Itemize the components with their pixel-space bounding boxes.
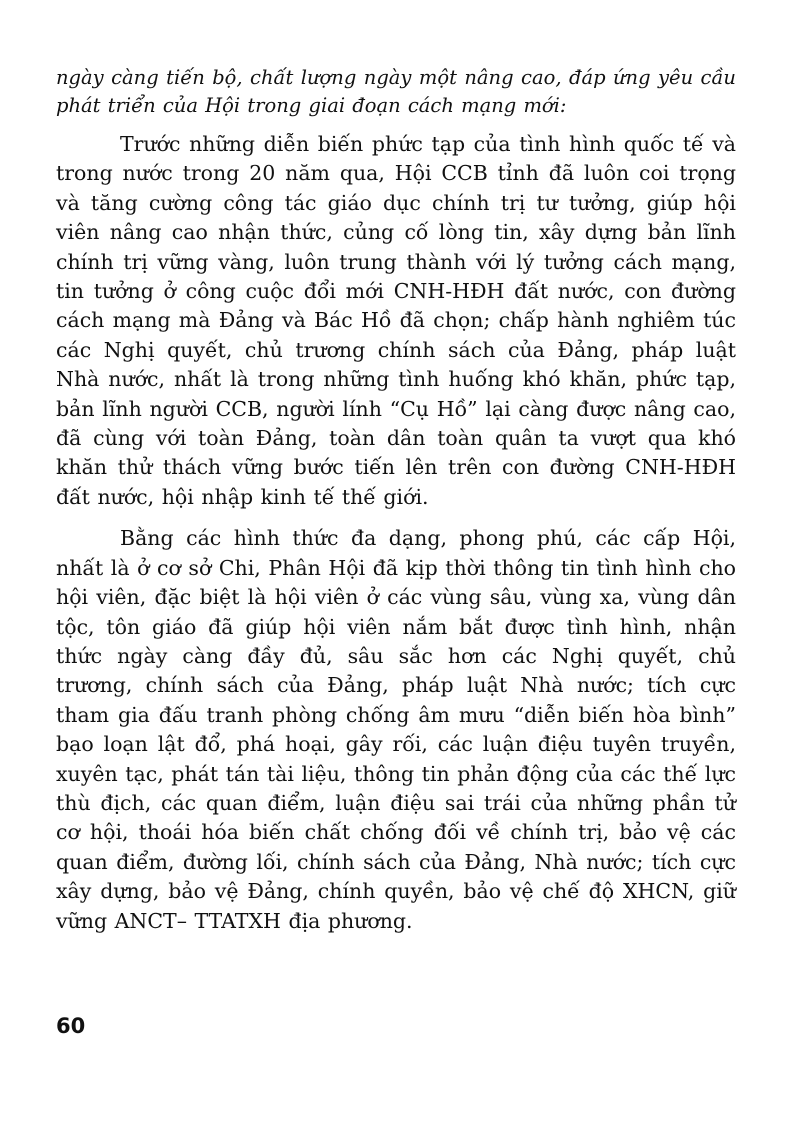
paragraph-information-activities: Bằng các hình thức đa dạng, phong phú, các cấp Hội, nhất là ở cơ sở Chi, Phân Hội đã kịp thời thông tin tình hình cho hội viên, đặc biệt là hội viên ở các vùng sâu, vùng xa, vùng dân tộc, tôn giáo đã giúp hội viên nắm bắt được tình hình, nhận thức ngày càng đầy đủ, sâu sắc hơn các Nghị quyết, chủ trương, chính sách của Đảng, pháp luật Nhà nước; tích cực tham gia đấu tranh phòng chống âm mưu “diễn biến hòa bình” bạo loạn lật đổ, phá hoại, gây rối, các luận điệu tuyên truyền, xuyên tạc, phát tán tài liệu, thông tin phản động của các thế lực thù địch, các quan điểm, luận điệu sai trái của những phần tử cơ hội, thoái hóa biến chất chống đối về chính trị, bảo vệ các quan điểm, đường lối, chính sách của Đảng, Nhà nước; tích cực xây dựng, bảo vệ Đảng, chính quyền, bảo vệ chế độ XHCN, giữ vững ANCT– TTATXH địa phương. (56, 526, 736, 933)
intro-italic-text: ngày càng tiến bộ, chất lượng ngày một nâng cao, đáp ứng yêu cầu phát triển của Hội trong giai đoạn cách mạng mới: (56, 66, 736, 117)
paragraph-political-education: Trước những diễn biến phức tạp của tình hình quốc tế và trong nước trong 20 năm qua, Hội CCB tỉnh đã luôn coi trọng và tăng cường công tác giáo dục chính trị tư tưởng, giúp hội viên nâng cao nhận thức, củng cố lòng tin, xây dựng bản lĩnh chính trị vững vàng, luôn trung thành với lý tưởng cách mạng, tin tưởng ở công cuộc đổi mới CNH-HĐH đất nước, con đường cách mạng mà Đảng và Bác Hồ đã chọn; chấp hành nghiêm túc các Nghị quyết, chủ trương chính sách của Đảng, pháp luật Nhà nước, nhất là trong những tình huống khó khăn, phức tạp, bản lĩnh người CCB, người lính “Cụ Hồ” lại càng được nâng cao, đã cùng với toàn Đảng, toàn dân toàn quân ta vượt qua khó khăn thử thách vững bước tiến lên trên con đường CNH-HĐH đất nước, hội nhập kinh tế thế giới. (56, 132, 736, 509)
page-number: 60 (56, 1014, 86, 1038)
page-body (56, 64, 736, 936)
